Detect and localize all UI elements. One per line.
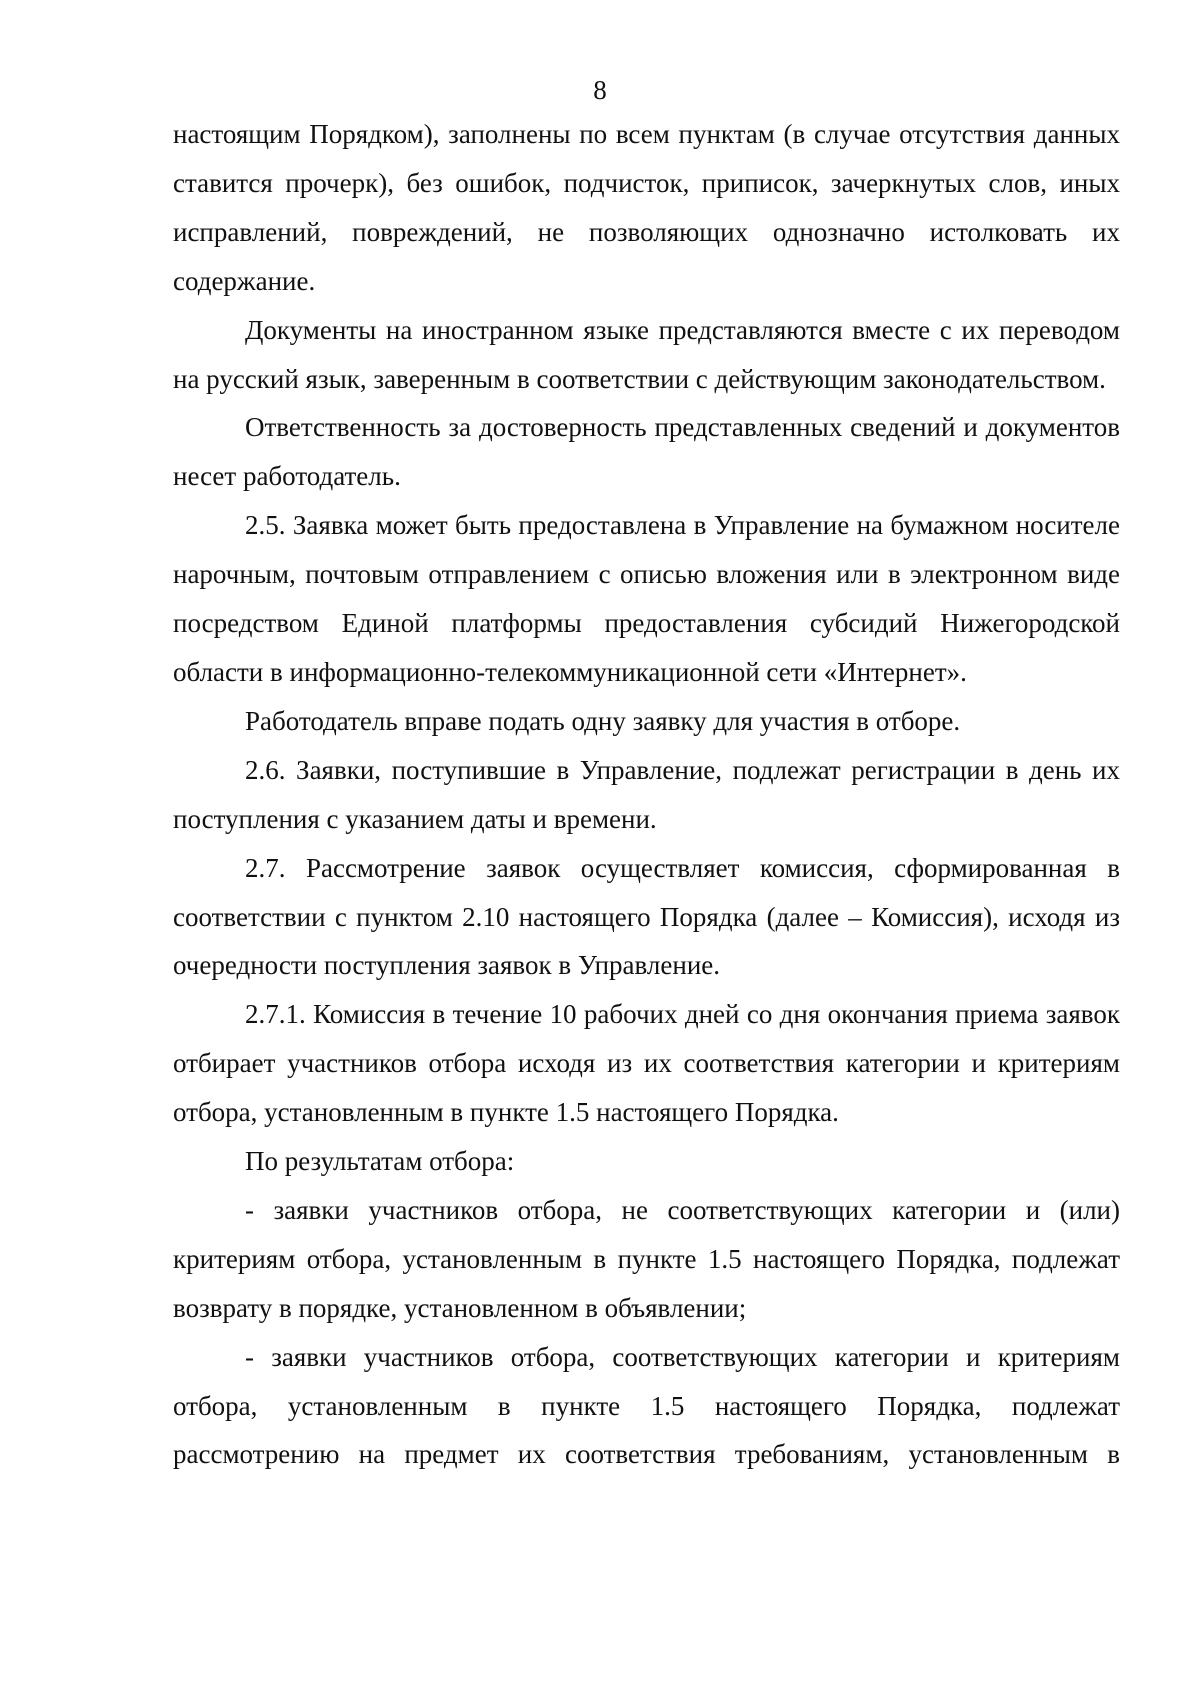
paragraph-selection-results: По результатам отбора:	[245, 1146, 515, 1177]
document-body	[173, 110, 1120, 1479]
paragraph-2-7-1: 2.7.1. Комиссия в течение 10 рабочих дней со дня окончания приема заявок отбирает участников отбора исходя из их соответствия категории и критериям отбора, установленным в пункте 1.5 настоящего Порядка.	[173, 999, 1120, 1128]
list-item-matching: - заявки участников отбора, соответствующих категории и критериям отбора, установленным в пункте 1.5 настоящего Порядка, подлежат рассмотрению на предмет их соответствия требованиям, установленным в	[173, 1341, 1120, 1470]
paragraph-2-5: 2.5. Заявка может быть предоставлена в Управление на бумажном носителе нарочным, почтовым отправлением с описью вложения или в электронном виде посредством Единой платформы предоставления субсидий Нижегородской области в информационно-телекоммуникационной сети «Интернет».	[173, 510, 1120, 687]
paragraph-one-application: Работодатель вправе подать одну заявку для участия в отборе.	[245, 705, 961, 736]
paragraph-foreign-documents: Документы на иностранном языке представляются вместе с их переводом на русский язык, заверенным в соответствии с действующим законодательством.	[173, 314, 1120, 394]
paragraph-continuation: настоящим Порядком), заполнены по всем пунктам (в случае отсутствия данных ставится прочерк), без ошибок, подчисток, приписок, зачеркнутых слов, иных исправлений, повреждений, не позволяющих однозначно истолковать их содержание.	[173, 119, 1120, 296]
page-number: 8	[593, 75, 607, 105]
paragraph-2-7: 2.7. Рассмотрение заявок осуществляет комиссия, сформированная в соответствии с пунктом 2.10 настоящего Порядка (далее – Комиссия), исходя из очередности поступления заявок в Управление.	[173, 852, 1120, 981]
list-item-not-matching: - заявки участников отбора, не соответствующих категории и (или) критериям отбора, установленным в пункте 1.5 настоящего Порядка, подлежат возврату в порядке, установленном в объявлении;	[173, 1194, 1120, 1323]
paragraph-responsibility: Ответственность за достоверность представленных сведений и документов несет работодатель.	[173, 412, 1120, 492]
paragraph-2-6: 2.6. Заявки, поступившие в Управление, подлежат регистрации в день их поступления с указанием даты и времени.	[173, 754, 1120, 834]
